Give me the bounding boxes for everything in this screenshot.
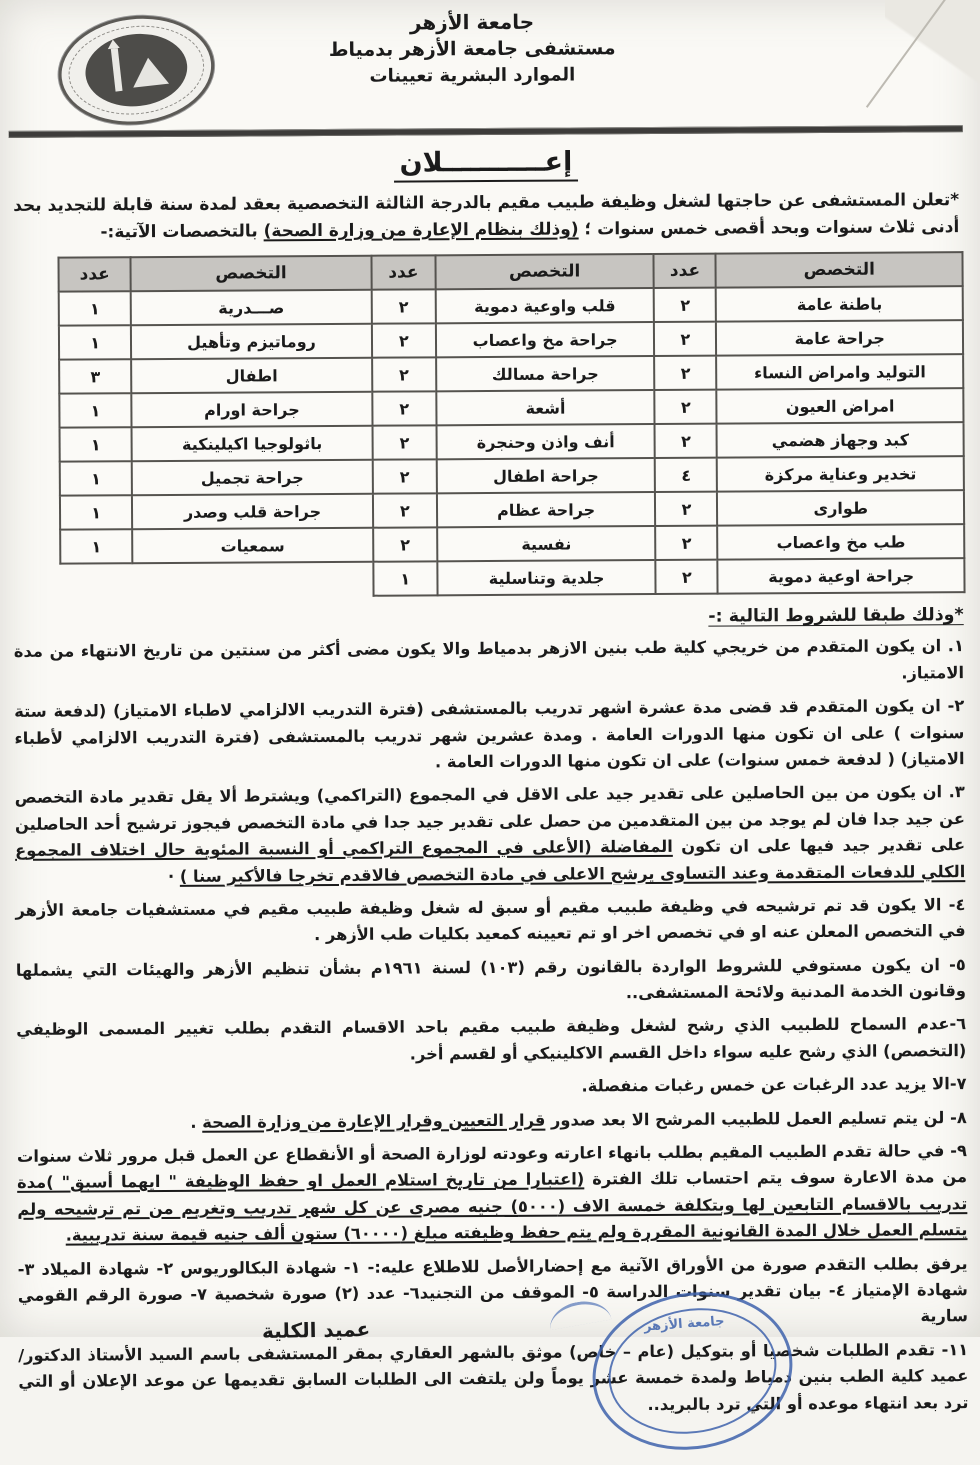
specialties-table [57, 251, 965, 599]
col-header-specialty: التخصص [716, 252, 963, 288]
col-header-specialty: التخصص [131, 256, 372, 291]
conditions-list [12, 633, 970, 1249]
table-row [60, 558, 964, 598]
table-cell: ١ [59, 394, 131, 428]
condition-item [16, 1071, 966, 1103]
table-row [59, 320, 963, 360]
table-cell: ٢ [372, 358, 436, 392]
table-cell: ١ [59, 326, 131, 360]
table-cell: جراحة مخ واعصاب [436, 322, 655, 357]
table-cell: جراحة عظام [437, 492, 656, 527]
table-cell: ٢ [654, 322, 716, 356]
empty-cell [133, 562, 374, 597]
conditions-heading: *وذلك طبقا للشروط التالية :- [708, 605, 964, 628]
table-cell: جراحة اوعية دموية [718, 558, 965, 594]
table-cell: ٤ [655, 458, 717, 492]
col-header-specialty: التخصص [435, 254, 654, 289]
university-name: جامعة الأزهر [409, 9, 535, 35]
table-cell: سمعيات [132, 528, 373, 563]
condition-item [14, 693, 964, 778]
pyramid-icon [130, 56, 169, 88]
table-cell: اطفال [131, 358, 372, 393]
table-cell: كبد وجهاز هضمي [717, 422, 964, 458]
title-row [9, 144, 963, 185]
table-cell: أنف واذن وحنجرة [436, 424, 655, 459]
org-block [292, 9, 652, 87]
intro-text-1: *تعلن المستشفى عن حاجتها لشغل وظيفة طبيب مقيم بالدرجة الثالثة التخصصية بعقد لمدة سنة قابلة للتجديد بحد أدنى ثلاث سنوات وبحد أقصى خمس سنوات ؛ [13, 190, 960, 240]
condition-underlined-text: المفاضلة (الأعلى في المجموع التراكمي أو النسبة المئوية حال اختلاف المجموع الكلي للدفعات المتقدمة وعند التساوى يرشح الاعلى في مادة التخصص فالاقدم تخرجا فالأكبر سنا ) [15, 836, 966, 886]
table-cell: جراحة مسالك [436, 356, 655, 391]
table-row [59, 388, 963, 428]
table-cell: باثولوجيا اكيلينكية [132, 426, 373, 461]
table-cell: ١ [60, 496, 132, 530]
table-cell: ٢ [372, 460, 436, 494]
table-cell: جلدية وتناسلية [437, 560, 656, 595]
condition-text: ٥- ان يكون مستوفي للشروط الواردة بالقانون رقم (١٠٣) لسنة ١٩٦١م بشأن تنظيم الأزهر والهيئات التي يشملها وقانون الخدمة المدنية ولائحة المستشفى.. [15, 954, 967, 1003]
table-cell: جراحة عامة [716, 320, 963, 356]
condition-item [14, 633, 964, 692]
announcement-title: إعـــــــــــلان [393, 146, 578, 182]
table-cell: أشعة [436, 390, 655, 425]
dean-signature-label: عميد الكلية [261, 1317, 371, 1343]
table-cell: ٢ [654, 288, 716, 322]
condition-item [15, 892, 965, 951]
condition-text: · [167, 866, 180, 886]
stamp-text: جامعة الأزهر [643, 1313, 726, 1335]
table-cell: ٢ [372, 426, 436, 460]
condition-text: ٤- الا يكون قد تم ترشيحه في وظيفة طبيب مقيم أو سبق له شغل وظيفة طبيب مقيم في مستشفيات جامعة الأزهر في التخصص المعلن عنه او في تخصص اخر او تم تعيينه كمعيد بكليات طب الأزهر . [15, 894, 966, 945]
table-cell: ١ [59, 292, 131, 326]
condition-item [16, 952, 966, 1011]
table-cell: جراحة تجميل [132, 460, 373, 495]
condition-text: ٢- ان يكون المتقدم قد قضى مدة عشرة اشهر تدريب بالمستشفى (فترة التدريب الالزامي لاطباء الامتياز) (لدفعة ستة سنوات ) على ان تكون منها الدورات العامة . ومدة عشرين شهر تدريب بالمستشفى (فترة التدريب الالزامي لأطباء الامتياز) ( لدفعة خمس سنوات) على ان تكون منها الدورات العامة . [14, 696, 965, 772]
al-azhar-seal-logo [53, 8, 220, 133]
table-cell: روماتيزم وتأهيل [131, 324, 372, 359]
condition-text: ٦-عدم السماح للطبيب الذي رشح لشغل وظيفة طبيب مقيم باحد الاقسام التقدم بطلب تغيير المسمى الوظيفي (التخصص) الذي رشح عليه سواء داخل القسم الاكلينيكي أو لقسم أخر. [16, 1014, 967, 1064]
condition-text: ١. ان يكون المتقدم من خريجي كلية طب بنين الازهر بدمياط والا يكون مضى أكثر من سنتين من تاريخ الانتهاء من مدة الامتياز. [13, 636, 965, 683]
table-cell: جراحة اورام [132, 392, 373, 427]
table-cell: ٢ [656, 560, 718, 594]
condition-item [15, 779, 966, 890]
condition-text: ٨- لن يتم تسليم العمل للطبيب المرشح الا بعد صدور [545, 1107, 967, 1130]
table-cell: ١ [60, 428, 132, 462]
table-header-row [58, 252, 962, 292]
table-cell: نفسية [437, 526, 656, 561]
table-cell: ٢ [373, 494, 437, 528]
empty-cell [60, 564, 132, 598]
table-row [60, 490, 964, 530]
table-cell: تخدير وعناية مركزة [717, 456, 964, 492]
table-cell: ٢ [655, 424, 717, 458]
table-cell: ١ [60, 462, 132, 496]
col-header-count: عدد [58, 258, 130, 292]
condition-item [17, 1138, 968, 1249]
table-cell: طب مخ واعصاب [718, 524, 965, 560]
table-cell: ٢ [655, 526, 717, 560]
table-cell: صـــدرية [131, 290, 372, 325]
table-row [60, 456, 964, 496]
table-cell: ٢ [372, 324, 436, 358]
table-cell: ١ [373, 562, 437, 596]
submission-instructions: ١١- تقدم الطلبات شخصيا أو بتوكيل (عام – خاص) موثق بالشهر العقاري بمقر المستشفى باسم السيد الأستاذ الدكتور/ عميد كلية الطب بنين دمياط ولمدة خمسة عشر يوماً ولن يلتفت الى الطلبات السابق تقديمها عن موعد الإعلان أو التي ترد بعد انتهاء موعده أو التي ترد بالبريد.. [18, 1339, 969, 1414]
header-divider [9, 125, 963, 138]
hospital-name: مستشفى جامعة الأزهر بدمياط [328, 37, 616, 61]
table-cell: ٢ [655, 390, 717, 424]
table-cell: ١ [60, 530, 132, 564]
table-cell: ٢ [373, 528, 437, 562]
table-cell: ٢ [654, 356, 716, 390]
documents-note: يرفق بطلب التقدم صورة من الأوراق الآتية مع إحضارالأصل للاطلاع عليه:- ١- شهادة البكالوريوس ٢- شهادة الميلاد ٣- شهادة الإمتياز ٤- بيان تقدير سنوات الدراسة ٥- الموقف من التجنيد٦- عدد (٢) صورة شخصية ٧- صورة الرقم القومي سارية [17, 1253, 969, 1326]
condition-text: . [190, 1112, 203, 1132]
table-cell: طوارى [717, 490, 964, 526]
condition-item [16, 1012, 966, 1071]
table-cell: التوليد وامراض النساء [717, 354, 964, 390]
table-row [59, 354, 963, 394]
intro-paragraph [13, 187, 959, 247]
table-cell: ٢ [371, 290, 435, 324]
condition-text: ٧-الا يزيد عدد الرغبات عن خمس رغبات منفصلة. [581, 1074, 967, 1096]
condition-underlined-text: (اعتبارا من تاريخ استلام العمل او حفظ الوظيفة " ايهما أسبق" )مدة تدريب بالاقسام التابعين لها وبتكلفة خمسة الاف (٥٠٠٠) جنيه مصرى عن كل شهر تدريب وتغريم من تم ترشيحه ولم يتسلم العمل خلال المدة القانونية المقررة ولم يتم حفظ وظيفته مبلغ (٦٠٠٠٠) ستون ألف جنيه قيمة سنة تدريبية. [17, 1169, 968, 1245]
table-cell: جراحة اطفال [437, 458, 656, 493]
col-header-count: عدد [654, 254, 716, 288]
department-line: الموارد البشرية تعيينات [369, 64, 576, 87]
condition-item [17, 1105, 967, 1137]
letterhead [8, 7, 963, 123]
table-cell: ٢ [655, 492, 717, 526]
minaret-icon [110, 48, 122, 92]
condition-text: ٩- في حالة تقدم الطبيب المقيم بطلب بانهاء اعارته وعودته لوزارة الصحة أو الأنقطاع عن العمل قبل مرور ثلاث سنوات من مدة الاعارة سوف يتم احتساب تلك الفترة [16, 1141, 968, 1189]
table-cell: باطنة عامة [716, 286, 963, 322]
condition-underlined-text: قرار التعيين وقرار الإعارة من وزارة الصحة [202, 1110, 546, 1132]
seal-core [82, 29, 191, 112]
table-row [60, 524, 964, 564]
table-cell: ٢ [372, 392, 436, 426]
col-header-count: عدد [371, 256, 435, 290]
table-row [59, 286, 963, 326]
table-cell: ٣ [59, 360, 131, 394]
table-cell: امراض العيون [717, 388, 964, 424]
table-cell: قلب واوعية دموية [436, 288, 655, 323]
intro-text-2: بالتخصصات الآتية:- [100, 221, 264, 243]
intro-underlined-text: (وذلك بنظام الإعارة من وزارة الصحة) [263, 219, 579, 242]
table-cell: جراحة قلب وصدر [132, 494, 373, 529]
table-row [60, 422, 964, 462]
condition-text: ٣. ان يكون من بين الحاصلين على تقدير جيد على الاقل في المجموع (التراكمي) ويشترط ألا يقل تقدير مادة التخصص عن جيد جدا فان لم يوجد من بين المتقدمين من حصل على تقدير جيد جدا في مادة التخصص فيجوز ترشيح أحد الحاصلين على تقدير جيد فيها على ان تكون [14, 782, 966, 856]
